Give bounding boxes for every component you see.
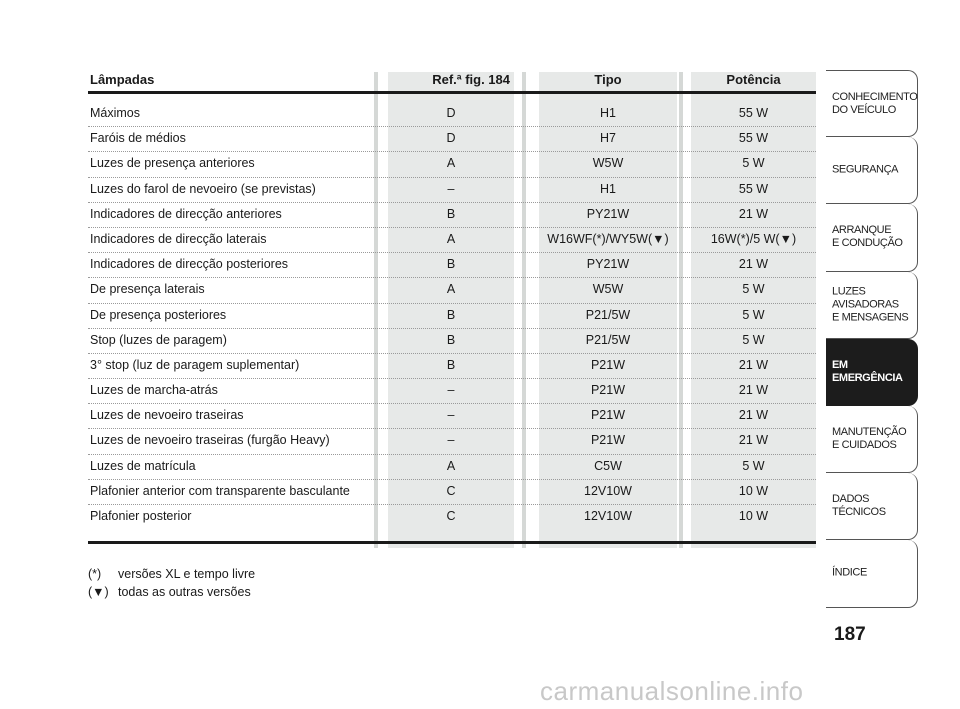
cell-type: P21W [590, 433, 626, 448]
cell-power: 5 W [742, 282, 765, 297]
section-tab[interactable] [826, 406, 918, 473]
cell-lamp: Máximos [90, 106, 141, 120]
cell-ref: B [446, 257, 456, 272]
table-row [88, 228, 816, 253]
cell-power: 21 W [738, 257, 769, 272]
header-type: Tipo [594, 72, 622, 87]
table-row [88, 127, 816, 152]
table-row [88, 379, 816, 404]
footnote-text: todas as outras versões [118, 585, 251, 599]
table-row [88, 505, 816, 530]
section-tab-label: DADOS TÉCNICOS [832, 493, 886, 519]
footnotes [88, 565, 255, 601]
cell-type: PY21W [586, 257, 630, 272]
table-row [88, 278, 816, 303]
table-body [88, 102, 816, 530]
header-rule [88, 91, 816, 94]
cell-power: 55 W [738, 131, 769, 146]
cell-lamp: Plafonier posterior [90, 509, 192, 523]
cell-lamp: Stop (luzes de paragem) [90, 332, 227, 347]
section-tab[interactable] [826, 540, 918, 607]
section-tabs [826, 70, 918, 608]
cell-type: P21W [590, 357, 626, 372]
page-number: 187 [834, 624, 866, 645]
watermark: carmanualsonline.info [540, 676, 804, 706]
cell-power: 21 W [738, 357, 769, 372]
cell-ref: A [446, 282, 456, 297]
cell-ref: D [446, 131, 456, 146]
cell-power: 16W(*)/5 W(▼) [710, 231, 797, 246]
cell-type: P21/5W [585, 332, 631, 347]
cell-power: 21 W [738, 433, 769, 448]
cell-lamp: Faróis de médios [90, 131, 186, 146]
cell-type: W5W [592, 282, 624, 297]
header-lamps: Lâmpadas [90, 72, 155, 87]
footnote-key: (*) [88, 567, 102, 581]
cell-lamp: Luzes do farol de nevoeiro (se previstas) [90, 181, 316, 196]
cell-power: 5 W [742, 458, 765, 473]
cell-lamp: Luzes de matrícula [90, 458, 196, 473]
cell-ref: – [447, 383, 455, 398]
cell-ref: – [447, 433, 455, 448]
section-tab-label: ÍNDICE [832, 566, 867, 579]
cell-type: W16WF(*)/WY5W(▼) [547, 231, 669, 246]
table-bottom-rule [88, 541, 816, 544]
section-tab[interactable] [826, 204, 918, 271]
cell-ref: B [446, 307, 456, 322]
table-row [88, 480, 816, 505]
cell-power: 5 W [742, 332, 765, 347]
footnote [88, 565, 255, 583]
cell-ref: B [446, 332, 456, 347]
cell-power: 5 W [742, 307, 765, 322]
section-tab[interactable] [826, 272, 918, 339]
cell-type: H1 [600, 106, 616, 120]
cell-lamp: Luzes de presença anteriores [90, 156, 255, 171]
cell-power: 55 W [738, 106, 769, 120]
cell-type: W5W [592, 156, 624, 171]
section-tab-label: LUZES AVISADORAS E MENSAGENS [832, 285, 909, 324]
table-row [88, 329, 816, 354]
footnote-key: (▼) [88, 585, 109, 599]
cell-lamp: Luzes de marcha-atrás [90, 383, 218, 398]
cell-type: C5W [594, 458, 622, 473]
section-tab[interactable] [826, 339, 918, 406]
cell-type: PY21W [586, 206, 630, 221]
section-tab-label: CONHECIMENTO DO VEÍCULO [832, 90, 918, 116]
section-tab-label: EM EMERGÊNCIA [832, 358, 903, 384]
table-row [88, 203, 816, 228]
header-power: Potência [726, 72, 781, 87]
section-tab[interactable] [826, 137, 918, 204]
cell-type: P21W [590, 383, 626, 398]
cell-lamp: De presença posteriores [90, 307, 227, 322]
cell-type: P21/5W [585, 307, 631, 322]
cell-power: 21 W [738, 383, 769, 398]
cell-ref: B [446, 357, 456, 372]
section-tab-label: SEGURANÇA [832, 163, 899, 176]
cell-ref: A [446, 231, 456, 246]
table-row [88, 404, 816, 429]
cell-power: 21 W [738, 206, 769, 221]
table-row [88, 354, 816, 379]
section-tab-label: MANUTENÇÃO E CUIDADOS [832, 426, 907, 452]
cell-power: 55 W [738, 181, 769, 196]
cell-lamp: Indicadores de direcção anteriores [90, 206, 282, 221]
footnote-text: versões XL e tempo livre [118, 567, 256, 581]
cell-type: H1 [600, 181, 616, 196]
cell-type: 12V10W [584, 483, 632, 498]
cell-lamp: Luzes de nevoeiro traseiras [90, 408, 244, 423]
cell-lamp: Plafonier anterior com transparente basculante [90, 483, 350, 498]
cell-lamp: De presença laterais [90, 282, 205, 297]
table-header [88, 66, 816, 92]
table-row [88, 102, 816, 127]
cell-lamp: Indicadores de direcção posteriores [90, 257, 289, 272]
table-row [88, 304, 816, 329]
cell-ref: C [446, 509, 456, 523]
cell-ref: – [447, 181, 455, 196]
cell-power: 10 W [738, 509, 769, 523]
table-row [88, 152, 816, 177]
cell-type: 12V10W [584, 509, 632, 523]
header-ref: Ref.ª fig. 184 [432, 72, 510, 87]
table-row [88, 253, 816, 278]
section-tab[interactable] [826, 473, 918, 540]
cell-ref: – [447, 408, 455, 423]
section-tab[interactable] [826, 70, 918, 137]
cell-lamp: Indicadores de direcção laterais [90, 231, 267, 246]
table-row [88, 455, 816, 480]
table-row [88, 429, 816, 454]
cell-ref: B [446, 206, 456, 221]
table-row [88, 178, 816, 203]
section-tab-label: ARRANQUE E CONDUÇÃO [832, 224, 903, 250]
cell-power: 21 W [738, 408, 769, 423]
footnote [88, 583, 255, 601]
cell-ref: A [446, 156, 456, 171]
cell-type: P21W [590, 408, 626, 423]
cell-power: 10 W [738, 483, 769, 498]
cell-ref: D [446, 106, 456, 120]
cell-ref: A [446, 458, 456, 473]
cell-lamp: 3° stop (luz de paragem suplementar) [90, 357, 300, 372]
cell-power: 5 W [742, 156, 765, 171]
cell-lamp: Luzes de nevoeiro traseiras (furgão Heavy) [90, 433, 330, 448]
cell-ref: C [446, 483, 456, 498]
cell-type: H7 [600, 131, 616, 146]
